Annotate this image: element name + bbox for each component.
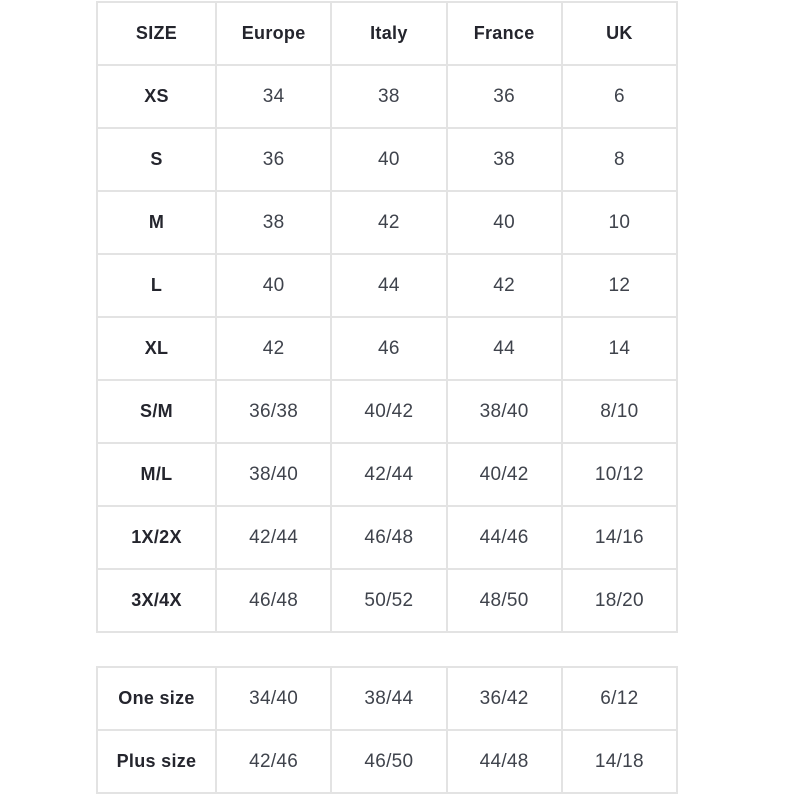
size-cell: 38/40 — [447, 380, 562, 443]
column-header: Italy — [331, 2, 446, 65]
table-row — [97, 730, 677, 793]
size-cell: 10/12 — [562, 443, 677, 506]
table-row — [97, 65, 677, 128]
size-cell: 18/20 — [562, 569, 677, 632]
size-cell: 8 — [562, 128, 677, 191]
row-label: XS — [97, 65, 216, 128]
size-cell: 46 — [331, 317, 446, 380]
size-cell: 40 — [216, 254, 331, 317]
row-label: 1X/2X — [97, 506, 216, 569]
header-row — [97, 2, 677, 65]
table-row — [97, 569, 677, 632]
table-row — [97, 128, 677, 191]
size-cell: 14 — [562, 317, 677, 380]
size-cell: 50/52 — [331, 569, 446, 632]
size-cell: 46/50 — [331, 730, 446, 793]
row-label: L — [97, 254, 216, 317]
table-row — [97, 380, 677, 443]
size-cell: 10 — [562, 191, 677, 254]
size-cell: 44 — [331, 254, 446, 317]
size-cell: 36 — [216, 128, 331, 191]
size-cell: 42 — [216, 317, 331, 380]
row-label: S/M — [97, 380, 216, 443]
size-cell: 36/42 — [447, 667, 562, 730]
table-row — [97, 317, 677, 380]
size-conversion-table — [96, 1, 678, 633]
size-cell: 44/48 — [447, 730, 562, 793]
size-cell: 46/48 — [216, 569, 331, 632]
size-cell: 12 — [562, 254, 677, 317]
size-cell: 42/44 — [331, 443, 446, 506]
size-cell: 42 — [331, 191, 446, 254]
size-cell: 48/50 — [447, 569, 562, 632]
size-cell: 44 — [447, 317, 562, 380]
size-cell: 42/46 — [216, 730, 331, 793]
table-row — [97, 667, 677, 730]
table-row — [97, 506, 677, 569]
size-cell: 6 — [562, 65, 677, 128]
size-cell: 14/18 — [562, 730, 677, 793]
size-cell: 38/40 — [216, 443, 331, 506]
table-row — [97, 191, 677, 254]
column-header: Europe — [216, 2, 331, 65]
size-cell: 8/10 — [562, 380, 677, 443]
row-label: M/L — [97, 443, 216, 506]
size-cell: 40 — [447, 191, 562, 254]
table-row — [97, 443, 677, 506]
size-cell: 38 — [447, 128, 562, 191]
row-label: S — [97, 128, 216, 191]
table-row — [97, 254, 677, 317]
size-cell: 38/44 — [331, 667, 446, 730]
size-cell: 36/38 — [216, 380, 331, 443]
column-header: SIZE — [97, 2, 216, 65]
size-cell: 42/44 — [216, 506, 331, 569]
size-cell: 14/16 — [562, 506, 677, 569]
size-cell: 44/46 — [447, 506, 562, 569]
column-header: UK — [562, 2, 677, 65]
row-label: M — [97, 191, 216, 254]
size-cell: 34 — [216, 65, 331, 128]
size-cell: 36 — [447, 65, 562, 128]
size-cell: 46/48 — [331, 506, 446, 569]
size-cell: 38 — [216, 191, 331, 254]
size-cell: 42 — [447, 254, 562, 317]
size-cell: 40/42 — [447, 443, 562, 506]
row-label: Plus size — [97, 730, 216, 793]
size-cell: 40/42 — [331, 380, 446, 443]
special-sizes-table — [96, 666, 678, 794]
size-cell: 40 — [331, 128, 446, 191]
row-label: 3X/4X — [97, 569, 216, 632]
size-cell: 6/12 — [562, 667, 677, 730]
row-label: One size — [97, 667, 216, 730]
column-header: France — [447, 2, 562, 65]
row-label: XL — [97, 317, 216, 380]
size-cell: 34/40 — [216, 667, 331, 730]
size-cell: 38 — [331, 65, 446, 128]
